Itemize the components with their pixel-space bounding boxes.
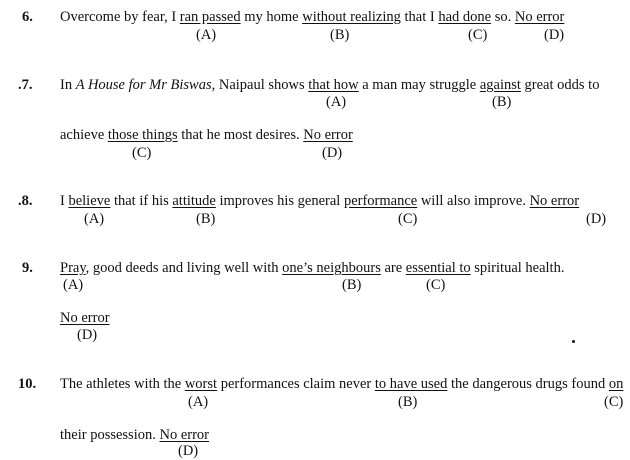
question-text-line: [60, 127, 353, 144]
underlined-option: Pray: [60, 260, 86, 276]
option-label-a: (A): [196, 27, 217, 43]
sentence-text: the dangerous drugs found: [447, 376, 609, 392]
option-label-d: (D): [77, 327, 98, 343]
sentence-text: my home: [240, 9, 303, 25]
sentence-text: achieve: [60, 127, 108, 143]
option-label-b: (B): [342, 277, 362, 293]
sentence-text: are: [380, 260, 406, 276]
option-label-b: (B): [492, 94, 512, 110]
question-number: 9.: [22, 260, 33, 276]
underlined-option: attitude: [172, 193, 216, 209]
option-label-c: (C): [398, 211, 418, 227]
underlined-option: performance: [343, 193, 418, 209]
option-label-a: (A): [326, 94, 347, 110]
question-text-line: [60, 310, 110, 327]
underlined-option: No error: [159, 427, 210, 443]
sentence-text: will also improve.: [417, 193, 530, 209]
option-label-d: (D): [586, 211, 607, 227]
sentence-text: so.: [491, 9, 515, 25]
question-number: 6.: [22, 9, 33, 25]
sentence-text: that if his: [110, 193, 173, 209]
question-number: .7.: [18, 77, 33, 93]
book-title: A House for Mr Biswas: [75, 77, 212, 93]
underlined-option: No error: [60, 310, 110, 326]
option-label-c: (C): [132, 145, 152, 161]
sentence-text: performances claim never: [217, 376, 375, 392]
sentence-text: their possession.: [60, 427, 160, 443]
sentence-text: The athletes with the: [60, 376, 185, 392]
underlined-option: believe: [68, 193, 111, 209]
sentence-text: I: [60, 193, 69, 209]
underlined-option: against: [479, 77, 521, 93]
underlined-option: that how: [308, 77, 359, 93]
option-label-b: (B): [398, 394, 418, 410]
underlined-option: on: [608, 376, 624, 392]
sentence-text: , good deeds and living well with: [85, 260, 283, 276]
question-text-line: [60, 427, 209, 444]
underlined-option: those things: [107, 127, 178, 143]
option-label-a: (A): [84, 211, 105, 227]
underlined-option: No error: [514, 9, 565, 25]
sentence-text: that he most desires.: [177, 127, 304, 143]
underlined-option: No error: [529, 193, 580, 209]
underlined-option: one’s neighbours: [282, 260, 381, 276]
question-text-line: [60, 9, 564, 26]
question-text-line: [60, 77, 599, 94]
option-label-a: (A): [63, 277, 84, 293]
option-label-d: (D): [322, 145, 343, 161]
sentence-text: Overcome by fear, I: [60, 9, 180, 25]
sentence-text: great odds to: [520, 77, 600, 93]
option-label-b: (B): [330, 27, 350, 43]
question-text-line: [60, 193, 579, 210]
sentence-text: that I: [400, 9, 439, 25]
question-number: 10.: [18, 376, 37, 392]
option-label-c: (C): [604, 394, 624, 410]
underlined-option: No error: [303, 127, 353, 143]
question-text-line: [60, 376, 623, 393]
option-label-c: (C): [468, 27, 488, 43]
sentence-text: , Naipaul shows: [211, 77, 309, 93]
underlined-option: ran passed: [179, 9, 241, 25]
underlined-option: without realizing: [302, 9, 401, 25]
sentence-text: a man may struggle: [358, 77, 480, 93]
underlined-option: to have used: [374, 376, 448, 392]
speck: [572, 340, 575, 343]
question-text-line: [60, 260, 564, 277]
sentence-text: spiritual health.: [470, 260, 565, 276]
sentence-text: improves his general: [215, 193, 344, 209]
option-label-b: (B): [196, 211, 216, 227]
option-label-d: (D): [178, 443, 199, 459]
underlined-option: essential to: [405, 260, 471, 276]
underlined-option: worst: [184, 376, 218, 392]
underlined-option: had done: [438, 9, 492, 25]
question-number: .8.: [18, 193, 33, 209]
option-label-a: (A): [188, 394, 209, 410]
option-label-c: (C): [426, 277, 446, 293]
sentence-text: In: [60, 77, 76, 93]
option-label-d: (D): [544, 27, 565, 43]
